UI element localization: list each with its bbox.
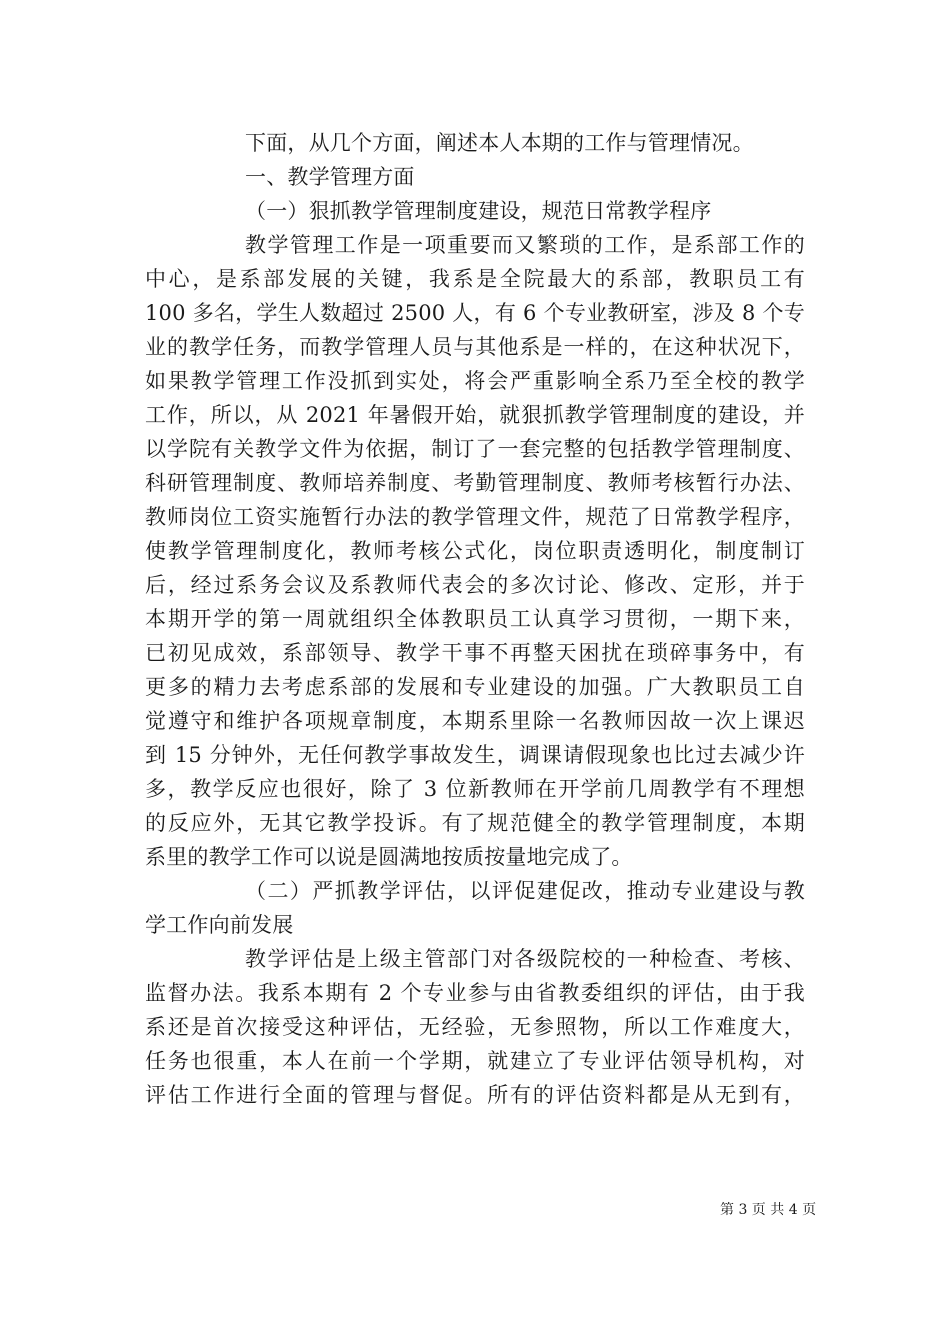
paragraph-line: 的反应外，无其它教学投诉。有了规范健全的教学管理制度，本期 (145, 811, 805, 835)
paragraph-line: 更多的精力去考虑系部的发展和专业建设的加强。广大教职员工自 (145, 675, 805, 699)
paragraph-line: 教师岗位工资实施暂行办法的教学管理文件，规范了日常教学程序， (145, 505, 805, 529)
subsection-heading-1: （一）狠抓教学管理制度建设，规范日常教学程序 (245, 199, 712, 223)
paragraph-line: 工作，所以，从 2021 年暑假开始，就狠抓教学管理制度的建设，并 (145, 403, 805, 427)
section-heading-teaching-management: 一、教学管理方面 (245, 165, 415, 189)
paragraph-line: 业的教学任务，而教学管理人员与其他系是一样的，在这种状况下， (145, 335, 805, 359)
paragraph-line: 到 15 分钟外，无任何教学事故发生，调课请假现象也比过去减少许 (145, 743, 805, 767)
paragraph-line: 觉遵守和维护各项规章制度，本期系里除一名教师因故一次上课迟 (145, 709, 805, 733)
paragraph-line: 科研管理制度、教师培养制度、考勤管理制度、教师考核暂行办法、 (145, 471, 805, 495)
paragraph-line: 后，经过系务会议及系教师代表会的多次讨论、修改、定形，并于 (145, 573, 805, 597)
paragraph-line: 如果教学管理工作没抓到实处，将会严重影响全系乃至全校的教学 (145, 369, 805, 393)
paragraph-2-first-line: 教学评估是上级主管部门对各级院校的一种检查、考核、 (245, 947, 805, 971)
paragraph-line: 系还是首次接受这种评估，无经验，无参照物，所以工作难度大， (145, 1015, 805, 1039)
subsection-heading-2-continued: 学工作向前发展 (145, 913, 294, 937)
paragraph-1-last-line: 系里的教学工作可以说是圆满地按质按量地完成了。 (145, 845, 633, 869)
paragraph-line: 评估工作进行全面的管理与督促。所有的评估资料都是从无到有， (145, 1083, 805, 1107)
paragraph-line: 任务也很重，本人在前一个学期，就建立了专业评估领导机构，对 (145, 1049, 805, 1073)
paragraph-line: 使教学管理制度化，教师考核公式化，岗位职责透明化，制度制订 (145, 539, 805, 563)
paragraph-line: 已初见成效，系部领导、教学干事不再整天困扰在琐碎事务中，有 (145, 641, 805, 665)
paragraph-1-first-line: 教学管理工作是一项重要而又繁琐的工作，是系部工作的 (245, 233, 805, 257)
intro-line: 下面，从几个方面，阐述本人本期的工作与管理情况。 (245, 131, 754, 155)
paragraph-line: 以学院有关教学文件为依据，制订了一套完整的包括教学管理制度、 (145, 437, 805, 461)
subsection-heading-2: （二）严抓教学评估，以评促建促改，推动专业建设与教 (245, 879, 805, 903)
paragraph-line: 中心，是系部发展的关键，我系是全院最大的系部，教职员工有 (145, 267, 805, 291)
page-number-footer: 第 3 页 共 4 页 (720, 1202, 817, 1218)
paragraph-line: 多，教学反应也很好，除了 3 位新教师在开学前几周教学有不理想 (145, 777, 805, 801)
paragraph-line: 监督办法。我系本期有 2 个专业参与由省教委组织的评估，由于我 (145, 981, 805, 1005)
paragraph-line: 本期开学的第一周就组织全体教职员工认真学习贯彻，一期下来， (145, 607, 805, 631)
paragraph-line: 100 多名，学生人数超过 2500 人，有 6 个专业教研室，涉及 8 个专 (145, 301, 805, 325)
